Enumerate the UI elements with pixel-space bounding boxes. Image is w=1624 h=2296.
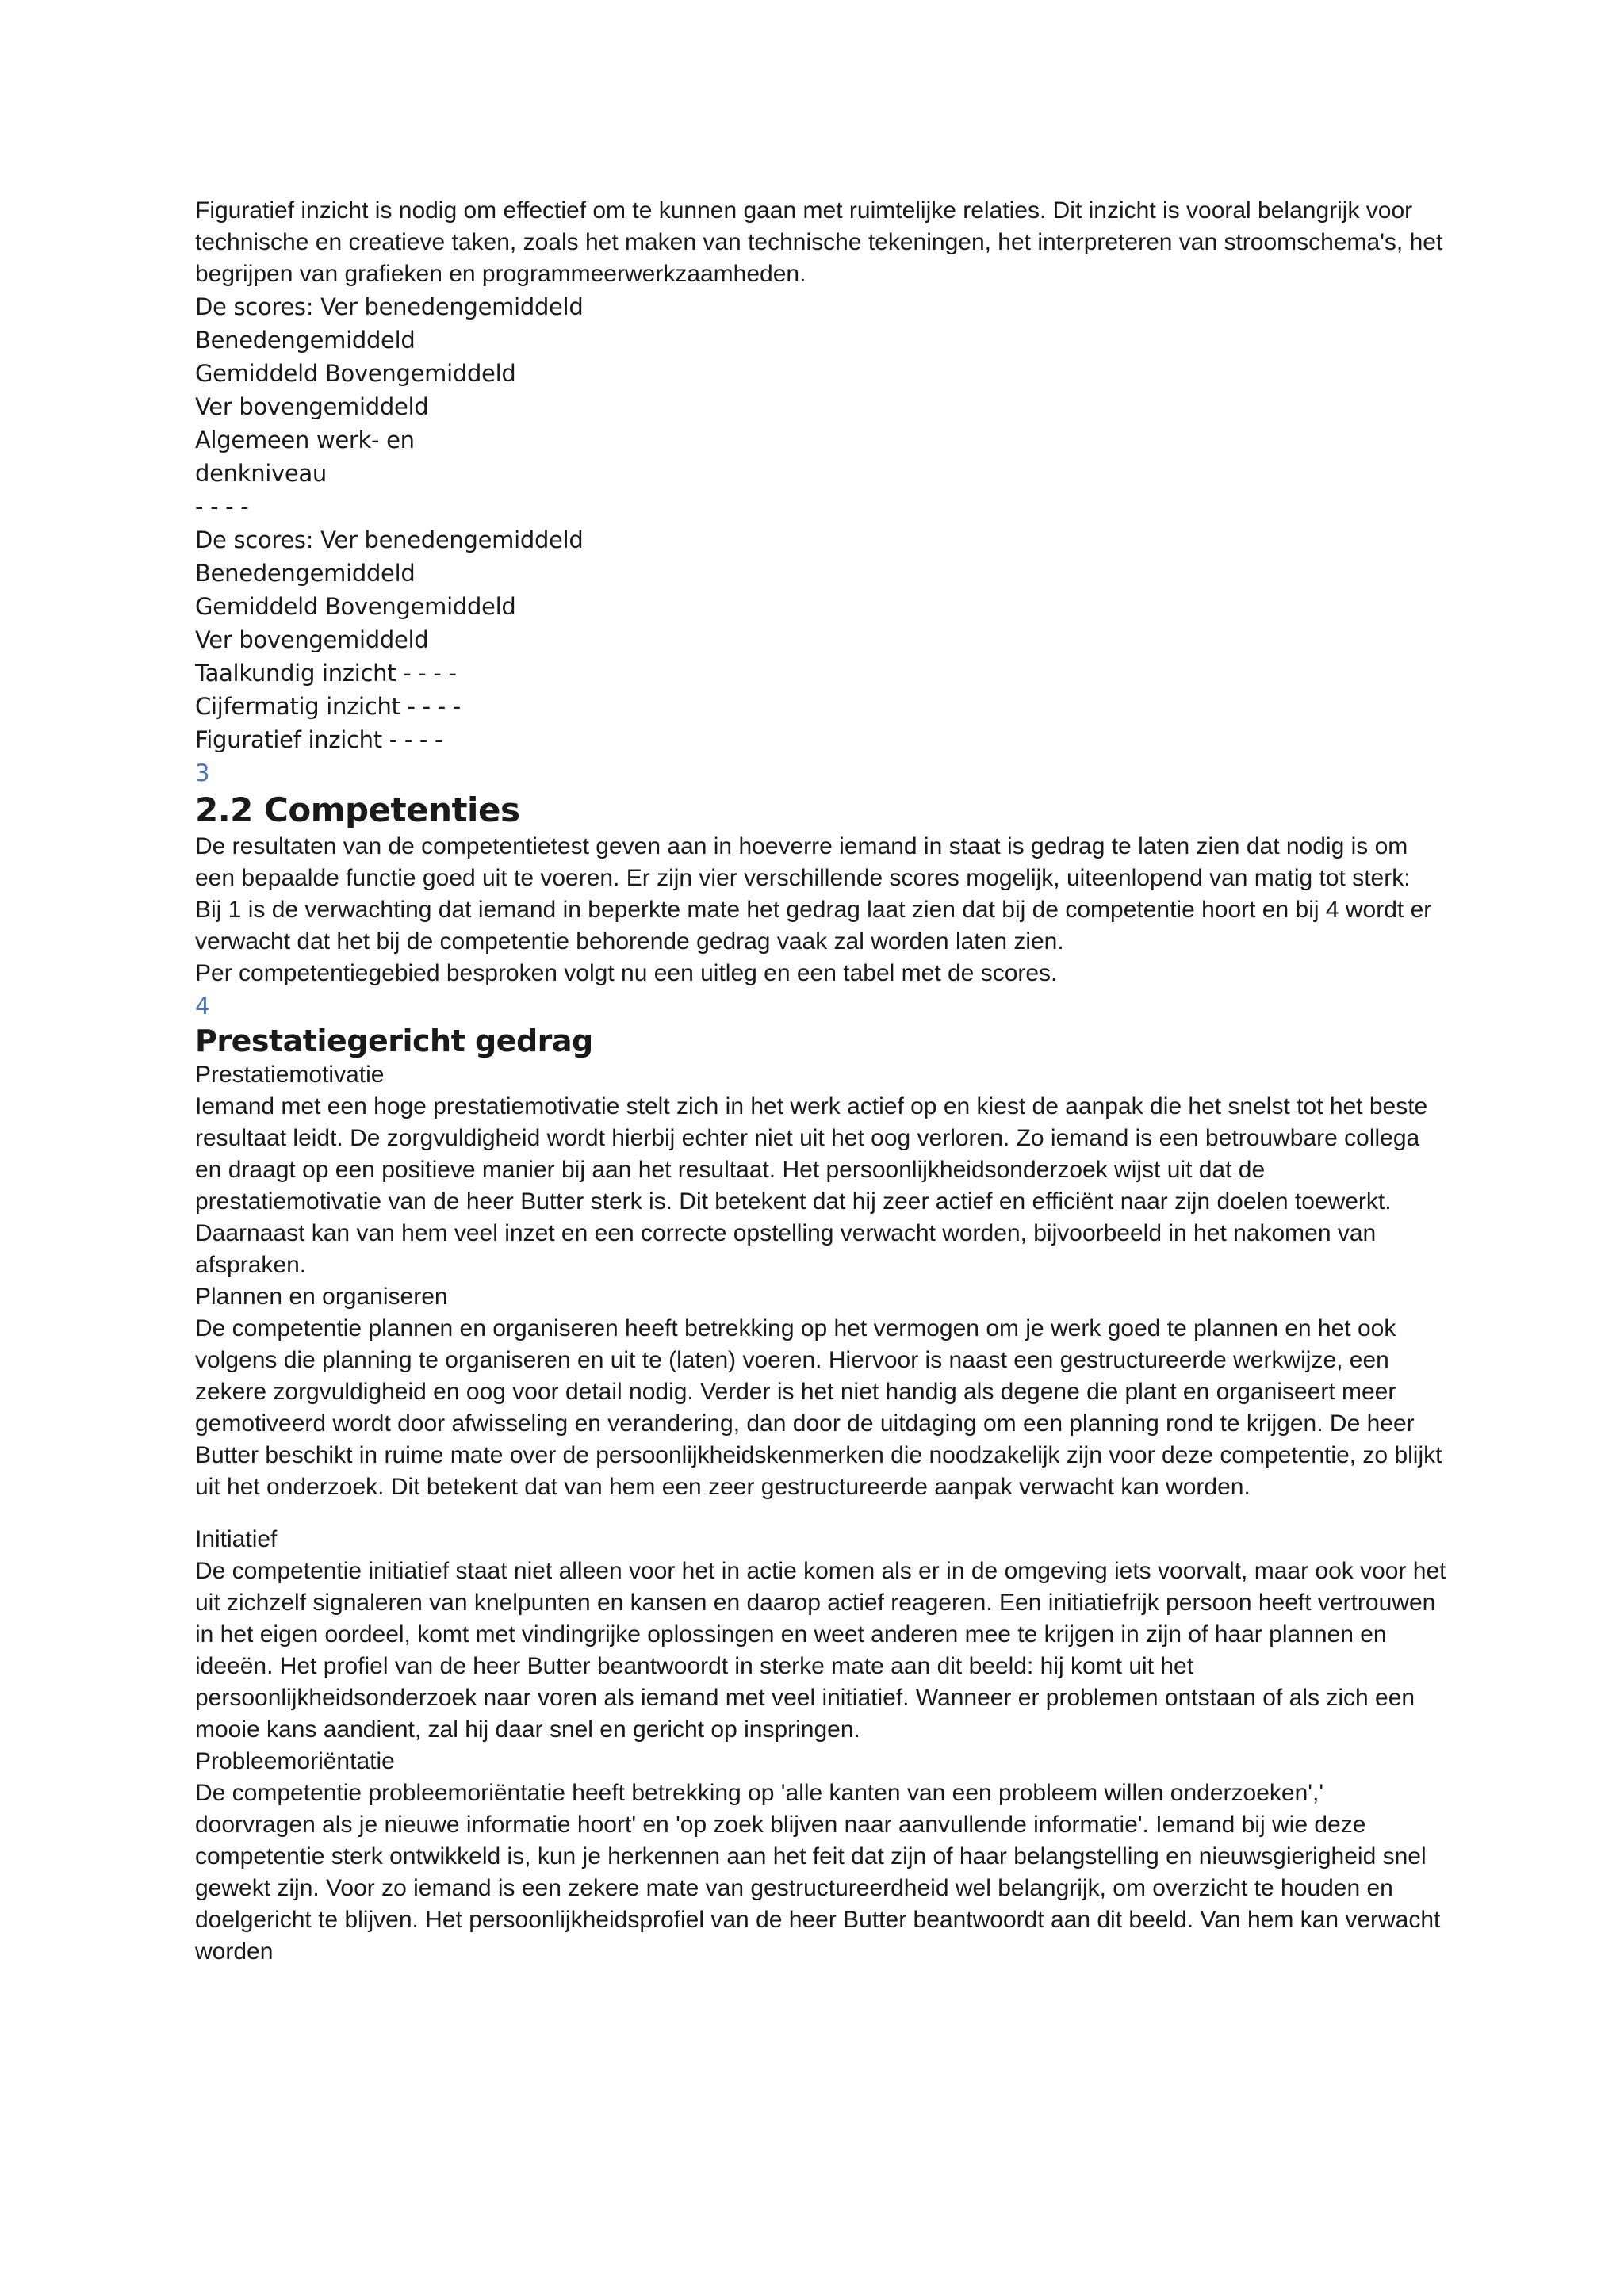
- score-table-1: [195, 290, 1448, 523]
- probleemorientatie-paragraph: De competentie probleemoriëntatie heeft betrekking op 'alle kanten van een probleem willen onderzoeken',' doorvragen als je nieuwe informatie hoort' en 'op zoek blijven naar aanvullende informatie'. Iemand bij wie deze competentie sterk ontwikkeld is, kun je herkennen aan het feit dat zijn of haar belangstelling en nieuwsgierigheid snel gewekt zijn. Voor zo iemand is een zekere mate van gestructureerdheid wel belangrijk, om overzicht te houden en doelgericht te blijven. Het persoonlijkheidsprofiel van de heer Butter beantwoordt aan dit beeld. Van hem kan verwacht worden: [195, 1780, 1441, 1965]
- score-table-2-line: Benedengemiddeld: [195, 560, 416, 587]
- score-table-1-line: De scores: Ver benedengemiddeld: [195, 293, 584, 320]
- score-table-2: [195, 523, 1448, 756]
- score-table-2-line: De scores: Ver benedengemiddeld: [195, 526, 584, 553]
- footnote-marker-4: 4: [195, 993, 210, 1020]
- prestatiemotivatie-title: Prestatiemotivatie: [195, 1062, 385, 1088]
- initiatief-paragraph: De competentie initiatief staat niet alleen voor het in actie komen als er in de omgeving iets voorvalt, maar ook voor het uit zichzelf signaleren van knelpunten en kansen en daarop actief reageren. Een initiatiefrijk persoon heeft vertrouwen in het eigen oordeel, komt met vindingrijke oplossingen en weet anderen mee te krijgen in zijn of haar plannen en ideeën. Het profiel van de heer Butter beantwoordt in sterke mate aan dit beeld: hij komt uit het persoonlijkheidsonderzoek naar voren als iemand met veel initiatief. Wanneer er problemen ontstaan of als zich een mooie kans aandient, zal hij daar snel en gericht op inspringen.: [195, 1558, 1446, 1743]
- probleemorientatie-title: Probleemoriëntatie: [195, 1748, 395, 1774]
- score-table-2-line: Cijfermatig inzicht - - - -: [195, 693, 461, 720]
- section-paragraph: De resultaten van de competentietest geven aan in hoeverre iemand in staat is gedrag te laten zien dat nodig is om een bepaalde functie goed uit te voeren. Er zijn vier verschillende scores mogelijk, uiteenlopend van matig tot sterk:: [195, 833, 1411, 891]
- score-table-2-line: Gemiddeld Bovengemiddeld: [195, 593, 516, 620]
- plannen-title: Plannen en organiseren: [195, 1284, 448, 1310]
- footnote-marker-3: 3: [195, 760, 210, 786]
- prestatiemotivatie-paragraph: Daarnaast kan van hem veel inzet en een correcte opstelling verwacht worden, bijvoorbeeld in het nakomen van afspraken.: [195, 1220, 1377, 1278]
- score-table-2-line: Figuratief inzicht - - - -: [195, 726, 443, 753]
- section-paragraph: Per competentiegebied besproken volgt nu een uitleg en een tabel met de scores.: [195, 960, 1058, 986]
- subsection-heading: Prestatiegericht gedrag: [195, 1024, 593, 1058]
- score-table-2-line: Ver bovengemiddeld: [195, 626, 429, 653]
- section-paragraph: Bij 1 is de verwachting dat iemand in beperkte mate het gedrag laat zien dat bij de competentie hoort en bij 4 wordt er verwacht dat het bij de competentie behorende gedrag vaak zal worden laten zien.: [195, 897, 1432, 955]
- score-table-1-line: - - - -: [195, 493, 249, 520]
- score-table-1-line: Ver bovengemiddeld: [195, 393, 429, 420]
- score-table-1-line: denkniveau: [195, 460, 327, 487]
- score-table-1-line: Gemiddeld Bovengemiddeld: [195, 360, 516, 387]
- section-heading: 2.2 Competenties: [195, 790, 520, 829]
- score-table-2-line: Taalkundig inzicht - - - -: [195, 660, 457, 687]
- initiatief-title: Initiatief: [195, 1526, 278, 1552]
- score-table-1-line: Algemeen werk- en: [195, 427, 415, 453]
- prestatiemotivatie-paragraph: Iemand met een hoge prestatiemotivatie stelt zich in het werk actief op en kiest de aanpak die het snelst tot het beste resultaat leidt. De zorgvuldigheid wordt hierbij echter niet uit het oog verloren. Zo iemand is een betrouwbare collega en draagt op een positieve manier bij aan het resultaat. Het persoonlijkheidsonderzoek wijst uit dat de prestatiemotivatie van de heer Butter sterk is. Dit betekent dat hij zeer actief en efficiënt naar zijn doelen toewerkt.: [195, 1093, 1428, 1215]
- intro-paragraph: Figuratief inzicht is nodig om effectief om te kunnen gaan met ruimtelijke relaties. Dit inzicht is vooral belangrijk voor technische en creatieve taken, zoals het maken van technische tekeningen, het interpreteren van stroomschema's, het begrijpen van grafieken en programmeerwerkzaamheden.: [195, 197, 1443, 287]
- score-table-1-line: Benedengemiddeld: [195, 327, 416, 354]
- document-page: [195, 195, 1448, 1968]
- plannen-paragraph: De competentie plannen en organiseren heeft betrekking op het vermogen om je werk goed te plannen en het ook volgens die planning te organiseren en uit te (laten) voeren. Hiervoor is naast een gestructureerde werkwijze, een zekere zorgvuldigheid en oog voor detail nodig. Verder is het niet handig als degene die plant en organiseert meer gemotiveerd wordt door afwisseling en verandering, dan door de uitdaging om een planning rond te krijgen. De heer Butter beschikt in ruime mate over de persoonlijkheidskenmerken die noodzakelijk zijn voor deze competentie, zo blijkt uit het onderzoek. Dit betekent dat van hem een zeer gestructureerde aanpak verwacht kan worden.: [195, 1315, 1442, 1500]
- paragraph-spacer: [195, 1503, 1448, 1524]
